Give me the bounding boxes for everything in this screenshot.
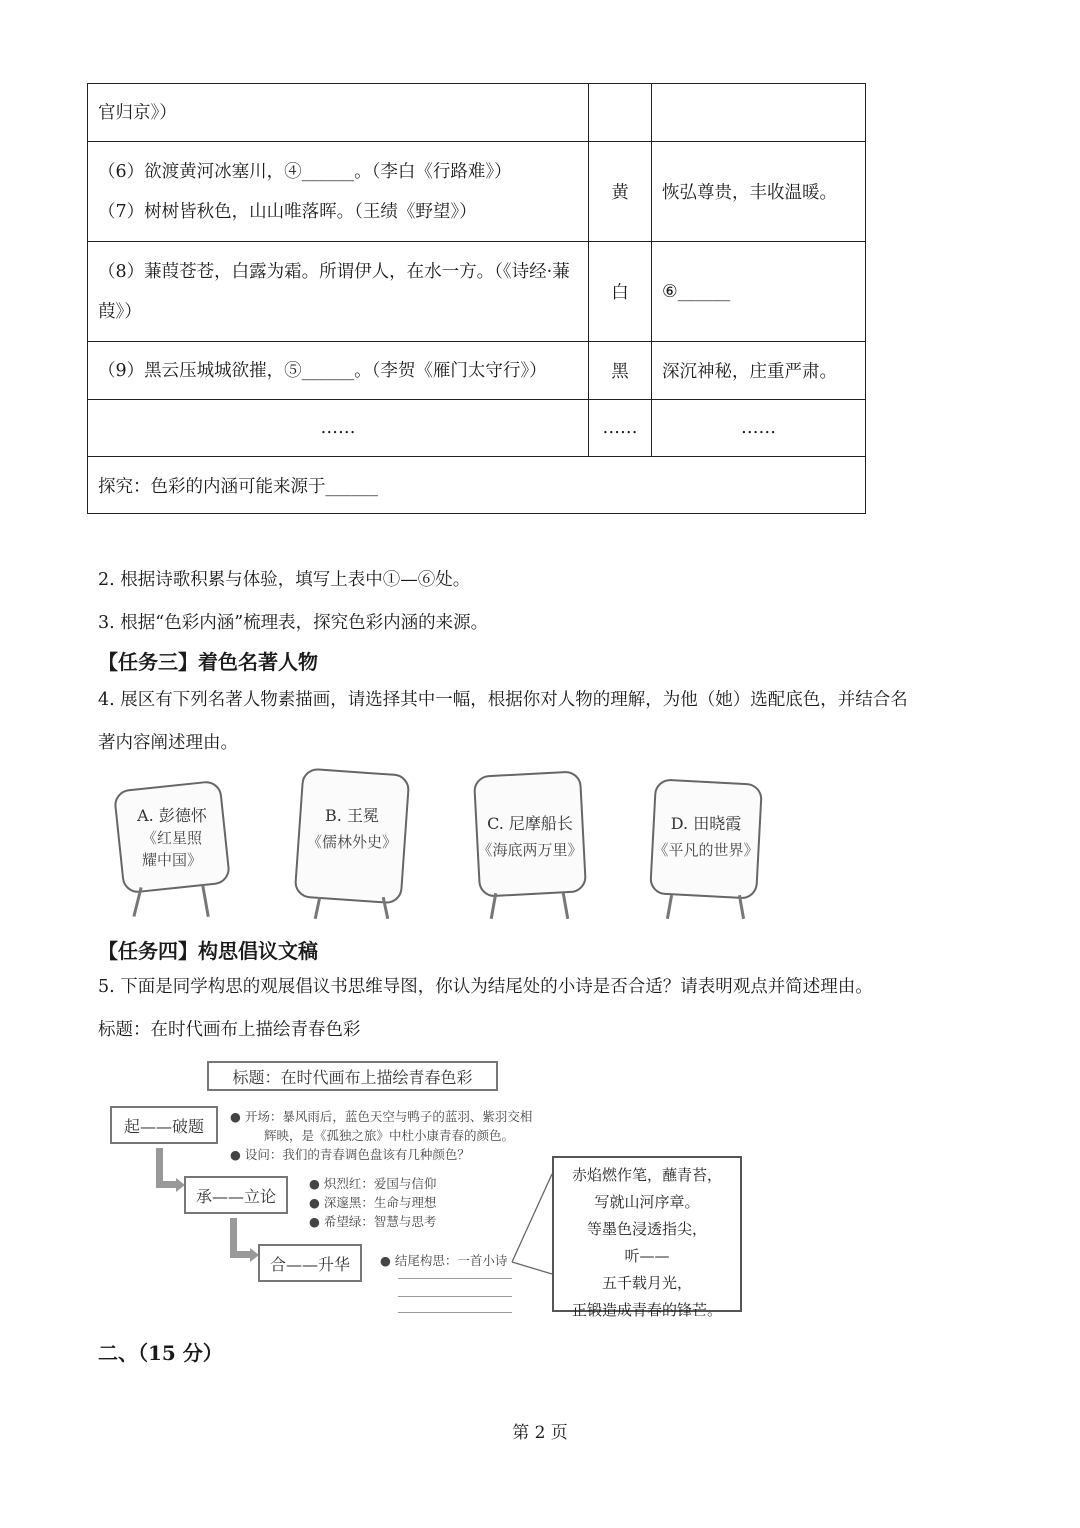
easel-leg [666, 895, 673, 919]
closing-poem-box [552, 1156, 742, 1319]
easel-leg [201, 885, 210, 917]
mindmap-node-he: 合——升华 [258, 1244, 362, 1282]
easel-leg [314, 897, 322, 919]
table-row [88, 457, 866, 514]
poem-line: 官归京》） [98, 102, 177, 123]
poem-cell [88, 342, 589, 400]
closing-poem-line: 正锻造成青春的锋芒。 [571, 1301, 722, 1319]
table-row [88, 400, 866, 457]
easel-c [470, 765, 590, 920]
blank-line [398, 1312, 512, 1313]
meaning-cell: 恢弘尊贵，丰收温暖。 [652, 142, 866, 242]
easel-board [473, 770, 587, 897]
table-row [88, 342, 866, 400]
poem-cell [88, 242, 589, 342]
easel-book-line: 《平凡的世界》 [653, 841, 759, 859]
question-2: 2. 根据诗歌积累与体验，填写上表中①—⑥处。 [98, 570, 471, 590]
easel-character-name: A. 彭德怀 [137, 806, 207, 825]
easel-a [112, 765, 232, 920]
closing-poem-line: 等墨色浸透指尖， [586, 1220, 707, 1238]
task-4-heading: 【任务四】构思倡议文稿 [98, 939, 318, 963]
poem-line: 葭》） [98, 301, 142, 322]
meaning-cell: 深沉神秘，庄重严肃。 [652, 342, 866, 400]
easel-character-name: B. 王冕 [325, 806, 379, 825]
poem-line: （7）树树皆秋色，山山唯落晖。（王绩《野望》） [98, 201, 477, 222]
easel-leg [490, 893, 497, 919]
poem-line: （8）蒹葭苍苍，白露为霜。所谓伊人，在水一方。（《诗经·蒹 [98, 261, 570, 282]
question-3: 3. 根据“色彩内涵”梳理表，探究色彩内涵的来源。 [98, 613, 489, 633]
poem-cell: …… [88, 400, 589, 457]
mindmap-node-cheng: 承——立论 [184, 1176, 288, 1214]
poem-line: （9）黑云压城城欲摧，⑤______。（李贺《雁门太守行》） [98, 360, 547, 381]
closing-poem-line: 听—— [624, 1247, 670, 1265]
qi-point: ● 开场：暴风雨后，蓝色天空与鸭子的蓝羽、紫羽交相 [230, 1109, 533, 1124]
cheng-point: ● 希望绿：智慧与思考 [309, 1214, 437, 1229]
table-row [88, 242, 866, 342]
color-cell: 黄 [589, 142, 652, 242]
qi-point: 辉映，是《孤独之旅》中杜小康青春的颜色。 [264, 1128, 515, 1143]
color-cell: 黑 [589, 342, 652, 400]
color-cell: …… [589, 400, 652, 457]
easel-d [646, 765, 766, 920]
meaning-cell [652, 84, 866, 142]
poem-color-table [87, 83, 866, 514]
mindmap-title: 标题：在时代画布上描绘青春色彩 [207, 1061, 498, 1091]
question-5: 5. 下面是同学构思的观展倡议书思维导图，你认为结尾处的小诗是否合适？请表明观点并简述理由。 [98, 977, 873, 997]
closing-poem-line: 赤焰燃作笔，蘸青苔， [571, 1166, 722, 1184]
easel-book-line: 《红星照 [141, 829, 202, 847]
meaning-cell: ⑥______ [652, 242, 866, 342]
color-cell [589, 84, 652, 142]
poem-connector-lines [510, 1170, 556, 1280]
question-4-line-1: 4. 展区有下列名著人物素描画，请选择其中一幅，根据你对人物的理解，为他（她）选配底色，并结合名 [98, 690, 908, 710]
closing-poem-line: 五千载月光， [601, 1274, 692, 1292]
page-number: 第 2 页 [512, 1423, 568, 1443]
color-cell: 白 [589, 242, 652, 342]
he-point: ● 结尾构思：一首小诗 [380, 1253, 508, 1268]
easel-character-name: C. 尼摩船长 [487, 814, 573, 833]
closing-poem-line: 写就山河序章。 [594, 1193, 700, 1211]
qi-point: ● 设问：我们的青春调色盘该有几种颜色？ [230, 1147, 470, 1162]
poem-cell [88, 84, 589, 142]
section-2-heading: 二、（15 分） [98, 1341, 223, 1365]
cheng-point: ● 炽烈红：爱国与信仰 [309, 1176, 437, 1191]
blank-line [398, 1296, 512, 1297]
question-4-line-2: 著内容阐述理由。 [98, 733, 238, 753]
easel-b [292, 765, 412, 920]
poem-cell [88, 142, 589, 242]
explore-cell: 探究：色彩的内涵可能来源于______ [88, 457, 866, 514]
poem-line: （6）欲渡黄河冰塞川，④______。（李白《行路难》） [98, 161, 512, 182]
table-row [88, 84, 866, 142]
cheng-point: ● 深邃黑：生命与理想 [309, 1195, 437, 1210]
table-row [88, 142, 866, 242]
easel-book-line: 《海底两万里》 [477, 841, 583, 859]
easel-character-name: D. 田晓霞 [670, 814, 742, 833]
essay-title-line: 标题：在时代画布上描绘青春色彩 [98, 1020, 361, 1040]
easel-book-line: 耀中国》 [141, 851, 202, 869]
mindmap-node-qi: 起——破题 [110, 1106, 218, 1144]
easel-book-line: 《儒林外史》 [306, 833, 397, 851]
blank-line [398, 1278, 512, 1279]
meaning-cell: …… [652, 400, 866, 457]
easel-leg [562, 893, 569, 919]
task-3-heading: 【任务三】着色名著人物 [98, 650, 318, 674]
